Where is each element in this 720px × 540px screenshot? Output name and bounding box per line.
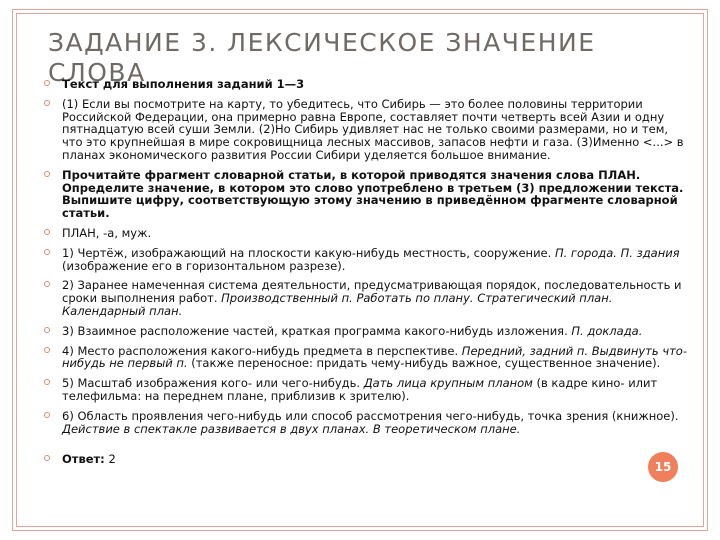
item-text: Текст для выполнения заданий 1—3 [62,77,305,91]
list-item-meaning-1 [42,247,692,273]
item-text: ПЛАН, -а, муж. [62,225,152,240]
bullet-icon [44,455,50,461]
meaning-text: 6) Область проявления чего-нибудь или способ рассмотрения чего-нибудь, точка зрения (книжное). [62,408,679,423]
page-number-badge: 15 [648,452,678,482]
meaning-text: 2) Заранее намеченная система деятельности, предусматривающая порядок, последовательность и сроки выполнения работ. [62,278,682,306]
meaning-tail: (изображение его в горизонтальном разрезе). [62,258,346,273]
list-item-meaning-2 [42,279,692,317]
list-item-meaning-6 [42,410,692,436]
slide-title: ЗАДАНИЕ 3. ЛЕКСИЧЕСКОЕ ЗНАЧЕНИЕ СЛОВА [48,28,596,87]
item-text: Прочитайте фрагмент словарной статьи, в которой приводятся значения слова ПЛАН. Определите значение, в котором это слово употреблено в третьем (3) предложении текста. Выпишите цифру, соответствующую этому значению в приведённом фрагменте словарной статьи. [62,167,684,221]
bullet-icon [44,347,50,353]
bullet-icon [44,80,50,86]
bullet-icon [44,249,50,255]
bullet-icon [44,412,50,418]
meaning-tail: (также переносное: придать чему-нибудь важное, существенное значение). [191,356,661,371]
list-item-heading [42,78,692,91]
slide-content [42,78,692,473]
meaning-example: П. доклада. [571,323,643,338]
bullet-icon [44,229,50,235]
bullet-icon [44,281,50,287]
item-text: (1) Если вы посмотрите на карту, то убедитесь, что Сибирь — это более половины территории Российской Федерации, она примерно равна Европе, составляет почти четверть всей Азии и одну пятнадцатую всей суши Земли. (2)Но Сибирь удивляет нас не только своими размерами, но и тем, что это крупнейшая в мире сокровищница лесных массивов, запасов нефти и газа. (3)Именно <...> в планах экономического развития России Сибири уделяется большое внимание. [62,96,684,162]
meaning-example: П. города. П. здания [554,245,680,260]
meaning-text: 1) Чертёж, изображающий на плоскости какую-нибудь местность, сооружение. [62,245,552,260]
list-item-task [42,169,692,220]
meaning-text: 4) Место расположения какого-нибудь предмета в перспективе. [62,343,459,358]
answer-value: 2 [108,452,116,467]
meaning-text: 5) Масштаб изображения кого- или чего-нибудь. [62,376,361,391]
meaning-example: Передний, задний п. Выдвинуть что-нибудь не первый п. [62,343,687,371]
meaning-example: Дать лица крупным планом [363,376,533,391]
list-item-meaning-5 [42,377,692,403]
meaning-text: 3) Взаимное расположение частей, краткая программа какого-нибудь изложения. [62,323,568,338]
list-item-meaning-3 [42,325,692,338]
meaning-example: Действие в спектакле развивается в двух планах. В теоретическом плане. [62,421,521,436]
bullet-icon [44,171,50,177]
bullet-icon [44,379,50,385]
bullet-icon [44,100,50,106]
bullet-icon [44,327,50,333]
meaning-example: Производственный п. Работать по плану. Стратегический план. Календарный план. [62,291,613,318]
list-item-meaning-4 [42,345,692,371]
meaning-tail: (в кадре кино- илит телефильма: на переднем плане, приблизив к зрителю). [62,376,658,403]
list-item-answer [42,453,692,466]
answer-label: Ответ: [62,452,105,467]
list-item-headword [42,227,692,240]
list-item-source-text [42,98,692,162]
